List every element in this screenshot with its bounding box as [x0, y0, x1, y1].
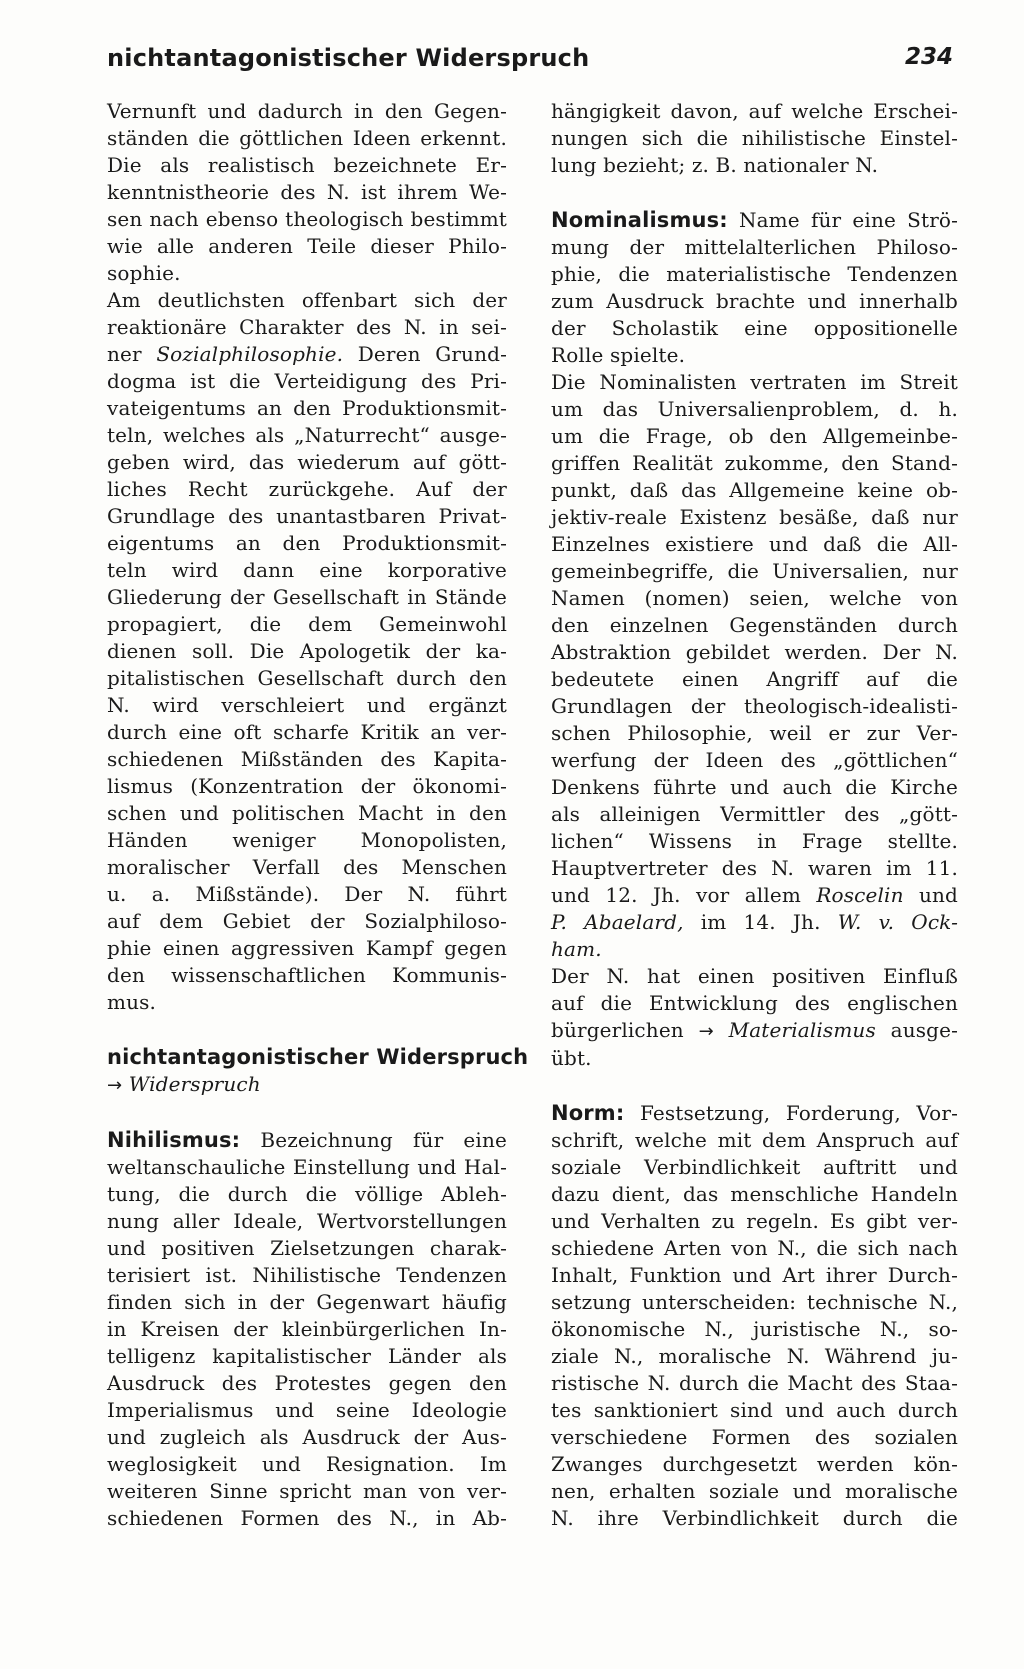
text-line: dazu dient, das menschliche Handeln	[551, 1182, 958, 1206]
text-line: kenntnistheorie des N. ist ihrem We-	[107, 180, 507, 204]
text-line: Denkens führte und auch die Kirche	[551, 775, 958, 799]
text-line: ökonomische N., juristische N., so-	[551, 1317, 958, 1341]
text-run: und	[903, 883, 958, 907]
text-line: ristische N. durch die Macht des Staa-	[551, 1371, 958, 1395]
text-line: lichen“ Wissens in Frage stellte.	[551, 829, 958, 853]
text-line	[551, 909, 958, 936]
text-line: den wissenschaftlichen Kommunis-	[107, 963, 507, 987]
text-line: tung, die durch die völlige Ableh-	[107, 1182, 507, 1206]
text-line: schrift, welche mit dem Anspruch auf	[551, 1128, 958, 1152]
text-line: nungen sich die nihilistische Einstel-	[551, 126, 958, 150]
text-line: setzung unterscheiden: technische N.,	[551, 1290, 958, 1314]
text-line: geben wird, das wiederum auf gött-	[107, 450, 507, 474]
italic-name: W. v. Ock-	[837, 910, 959, 934]
text-line: nen, erhalten soziale und moralische	[551, 1479, 958, 1503]
text-line: und positiven Zielsetzungen charak-	[107, 1236, 507, 1260]
text-line: Der N. hat einen positiven Einfluß	[551, 964, 958, 988]
text-line: schen und politischen Macht in den	[107, 801, 507, 825]
text-line: weglosigkeit und Resignation. Im	[107, 1452, 507, 1476]
text-line	[551, 207, 958, 234]
entry-term: nichtantagonistischer Widerspruch	[107, 1045, 529, 1069]
text-line: der Scholastik eine oppositionelle	[551, 316, 958, 340]
text-line: Hauptvertreter des N. waren im 11.	[551, 856, 958, 880]
paragraph-continuation	[551, 98, 958, 179]
text-line: vateigentums an den Produktionsmit-	[107, 396, 507, 420]
entry-nichtantagonistischer-widerspruch	[107, 1044, 529, 1099]
text-line: Zwanges durchgesetzt werden kön-	[551, 1452, 958, 1476]
text-run: und 12. Jh. vor allem	[551, 883, 817, 907]
text-line: propagiert, die dem Gemeinwohl	[107, 612, 507, 636]
italic-name: P. Abaelard,	[551, 910, 684, 934]
text-run: ausge-	[875, 1018, 959, 1042]
text-run: Festsetzung, Forderung, Vor-	[624, 1101, 958, 1125]
text-line: und zugleich als Ausdruck der Aus-	[107, 1425, 507, 1449]
text-run: Bezeichnung für eine	[240, 1128, 507, 1152]
text-line: liches Recht zurückgehe. Auf der	[107, 477, 507, 501]
text-line: soziale Verbindlichkeit auftritt und	[551, 1155, 958, 1179]
paragraph-continuation	[107, 98, 507, 287]
text-line: weltanschauliche Einstellung und Hal-	[107, 1155, 507, 1179]
text-line: Abstraktion gebildet werden. Der N.	[551, 640, 958, 664]
entry-nominalismus	[551, 207, 958, 1072]
text-line: reaktionäre Charakter des N. in sei-	[107, 315, 507, 339]
text-line: dogma ist die Verteidigung des Pri-	[107, 369, 507, 393]
text-line: lismus (Konzentration der ökonomi-	[107, 774, 507, 798]
text-line: Am deutlichsten offenbart sich der	[107, 288, 507, 312]
text-line: übt.	[551, 1046, 592, 1070]
text-line: terisiert ist. Nihilistische Tendenzen	[107, 1263, 507, 1287]
text-line: schiedenen Formen des N., in Ab-	[107, 1506, 507, 1530]
entry-term: Nominalismus:	[551, 208, 728, 232]
text-line: Grundlagen der theologisch-idealisti-	[551, 694, 958, 718]
text-line: in Kreisen der kleinbürgerlichen In-	[107, 1317, 507, 1341]
text-line	[107, 1127, 507, 1154]
text-line: jektiv-reale Existenz besäße, daß nur	[551, 505, 958, 529]
entry-nihilismus	[107, 1127, 507, 1532]
text-line: mus.	[107, 990, 157, 1014]
text-line: weiteren Sinne spricht man von ver-	[107, 1479, 507, 1503]
text-line: den einzelnen Gegenständen durch	[551, 613, 958, 637]
text-line: auf die Entwicklung des englischen	[551, 991, 958, 1015]
entry-norm	[551, 1100, 958, 1532]
text-line: um das Universalienproblem, d. h.	[551, 397, 958, 421]
arrow-icon: →	[107, 1075, 123, 1096]
text-line: eigentums an den Produktionsmit-	[107, 531, 507, 555]
text-line: um die Frage, ob den Allgemeinbe-	[551, 424, 958, 448]
text-line: Grundlage des unantastbaren Privat-	[107, 504, 507, 528]
text-line	[107, 341, 507, 368]
text-line: sophie.	[107, 261, 181, 285]
text-run: Name für eine Strö-	[727, 208, 958, 232]
text-line: wie alle anderen Teile dieser Philo-	[107, 234, 507, 258]
italic-term: Sozialphilosophie.	[156, 342, 344, 366]
text-line: Ausdruck des Protestes gegen den	[107, 1371, 507, 1395]
text-line: ständen die göttlichen Ideen erkennt.	[107, 126, 507, 150]
page-number: 234	[905, 44, 954, 70]
text-line: N. ihre Verbindlichkeit durch die	[551, 1506, 958, 1530]
text-line: Die Nominalisten vertraten im Streit	[551, 370, 958, 394]
text-line: mung der mittelalterlichen Philoso-	[551, 235, 958, 259]
text-line: ziale N., moralische N. Während ju-	[551, 1344, 958, 1368]
text-line: Einzelnes existiere und daß die All-	[551, 532, 958, 556]
text-line: u. a. Mißstände). Der N. führt	[107, 882, 507, 906]
text-line: Händen weniger Monopolisten,	[107, 828, 507, 852]
text-line: Inhalt, Funktion und Art ihrer Durch-	[551, 1263, 958, 1287]
text-line: werfung der Ideen des „göttlichen“	[551, 748, 958, 772]
entry-term: Nihilismus:	[107, 1128, 241, 1152]
text-line: verschiedene Formen des sozialen	[551, 1425, 958, 1449]
text-line	[551, 1100, 958, 1127]
cross-reference-target: Widerspruch	[128, 1072, 261, 1096]
running-head: nichtantagonistischer Widerspruch	[107, 44, 590, 72]
text-line: sen nach ebenso theologisch bestimmt	[107, 207, 507, 231]
text-line: N. wird verschleiert und ergänzt	[107, 693, 507, 717]
text-line: zum Ausdruck brachte und innerhalb	[551, 289, 958, 313]
entry-term: Norm:	[551, 1101, 625, 1125]
text-line: schiedenen Mißständen des Kapita-	[107, 747, 507, 771]
text-line: schen Philosophie, weil er zur Ver-	[551, 721, 958, 745]
cross-reference-target: Materialismus	[713, 1018, 876, 1042]
text-line	[551, 882, 958, 909]
italic-name: Roscelin	[816, 883, 904, 907]
text-line: moralischer Verfall des Menschen	[107, 855, 507, 879]
text-line: ham.	[551, 937, 602, 961]
text-line: nung aller Ideale, Wertvorstellungen	[107, 1209, 507, 1233]
text-line: lung bezieht; z. B. nationaler N.	[551, 153, 879, 177]
text-line: Imperialismus und seine Ideologie	[107, 1398, 507, 1422]
text-line: punkt, daß das Allgemeine keine ob-	[551, 478, 958, 502]
text-run: ner	[107, 342, 157, 366]
text-line: Gliederung der Gesellschaft in Stände	[107, 585, 507, 609]
left-column	[107, 98, 529, 1532]
text-line: schiedene Arten von N., die sich nach	[551, 1236, 958, 1260]
text-line: Namen (nomen) seien, welche von	[551, 586, 958, 610]
text-line: und Verhalten zu regeln. Es gibt ver-	[551, 1209, 958, 1233]
text-line: pitalistischen Gesellschaft durch den	[107, 666, 507, 690]
text-line: als alleinigen Vermittler des „gött-	[551, 802, 958, 826]
text-run: im 14. Jh.	[683, 910, 838, 934]
cross-reference[interactable]	[107, 1071, 507, 1099]
text-line: dienen soll. Die Apologetik der ka-	[107, 639, 507, 663]
text-run: Deren Grund-	[343, 342, 507, 366]
text-line: Die als realistisch bezeichnete Er-	[107, 153, 507, 177]
paragraph-sozialphilosophie	[107, 287, 507, 1016]
text-line: auf dem Gebiet der Sozialphiloso-	[107, 909, 507, 933]
text-line: teln, welches als „Naturrecht“ ausge-	[107, 423, 507, 447]
text-line: phie einen aggressiven Kampf gegen	[107, 936, 507, 960]
text-line: Rolle spielte.	[551, 343, 686, 367]
arrow-icon: →	[698, 1021, 714, 1042]
text-line: griffen Realität zukomme, den Stand-	[551, 451, 958, 475]
text-line: teln wird dann eine korporative	[107, 558, 507, 582]
right-column	[551, 98, 958, 1532]
text-line: tes sanktioniert sind und auch durch	[551, 1398, 958, 1422]
text-line: finden sich in der Gegenwart häufig	[107, 1290, 507, 1314]
text-line: telligenz kapitalistischer Länder als	[107, 1344, 507, 1368]
text-line: durch eine oft scharfe Kritik an ver-	[107, 720, 507, 744]
cross-reference-line[interactable]	[551, 1017, 958, 1045]
text-line: bedeutete einen Angriff auf die	[551, 667, 958, 691]
text-line: hängigkeit davon, auf welche Erschei-	[551, 99, 958, 123]
text-line: Vernunft und dadurch in den Gegen-	[107, 99, 507, 123]
text-run: bürgerlichen	[551, 1018, 699, 1042]
text-line: gemeinbegriffe, die Universalien, nur	[551, 559, 958, 583]
text-line: phie, die materialistische Tendenzen	[551, 262, 958, 286]
